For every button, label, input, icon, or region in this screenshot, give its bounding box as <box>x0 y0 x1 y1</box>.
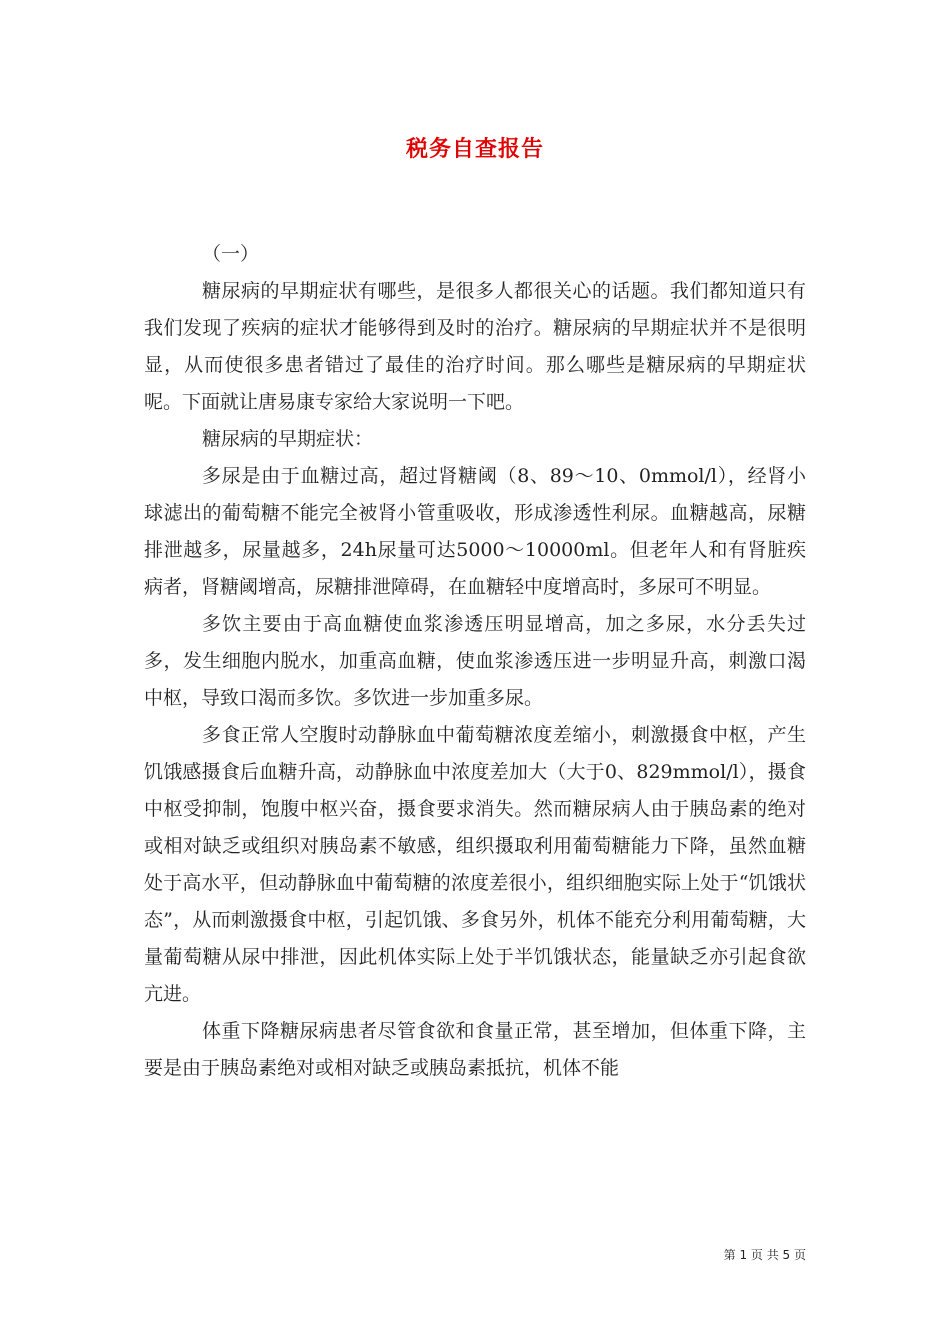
document-title: 税务自查报告 <box>405 137 544 162</box>
paragraph-symptoms-heading: 糖尿病的早期症状： <box>202 428 374 450</box>
paragraph-intro: 糖尿病的早期症状有哪些，是很多人都很关心的话题。我们都知道只有我们发现了疾病的症状才能够得到及时的治疗。糖尿病的早期症状并不是很明显，从而使很多患者错过了最佳的治疗时间。那么哪些是糖尿病的早期症状呢。下面就让唐易康专家给大家说明一下吧。 <box>144 280 806 413</box>
paragraph-polyphagia: 多食正常人空腹时动静脉血中葡萄糖浓度差缩小，刺激摄食中枢，产生饥饿感摄食后血糖升高，动静脉血中浓度差加大（大于0、829mmol/l），摄食中枢受抑制，饱腹中枢兴奋，摄食要求消失。然而糖尿病人由于胰岛素的绝对或相对缺乏或组织对胰岛素不敏感，组织摄取利用葡萄糖能力下降，虽然血糖处于高水平，但动静脉血中葡萄糖的浓度差很小，组织细胞实际上处于“饥饿状态”，从而刺激摄食中枢，引起饥饿、多食另外，机体不能充分利用葡萄糖，大量葡萄糖从尿中排泄，因此机体实际上处于半饥饿状态，能量缺乏亦引起食欲亢进。 <box>144 724 806 1005</box>
page-number: 第 1 页 共 5 页 <box>723 1248 806 1262</box>
paragraph-polyuria: 多尿是由于血糖过高，超过肾糖阈（8、89～10、0mmol/l），经肾小球滤出的葡萄糖不能完全被肾小管重吸收，形成渗透性利尿。血糖越高，尿糖排泄越多，尿量越多，24h尿量可达5000～10000ml。但老年人和有肾脏疾病者，肾糖阈增高，尿糖排泄障碍，在血糖轻中度增高时，多尿可不明显。 <box>144 465 806 598</box>
document-body <box>144 236 806 1087</box>
paragraph-weight-loss: 体重下降糖尿病患者尽管食欲和食量正常，甚至增加，但体重下降，主要是由于胰岛素绝对或相对缺乏或胰岛素抵抗，机体不能 <box>144 1020 806 1079</box>
paragraph-polydipsia: 多饮主要由于高血糖使血浆渗透压明显增高，加之多尿，水分丢失过多，发生细胞内脱水，加重高血糖，使血浆渗透压进一步明显升高，刺激口渴中枢，导致口渴而多饮。多饮进一步加重多尿。 <box>144 613 806 709</box>
paragraph-section-marker: （一） <box>202 243 260 265</box>
